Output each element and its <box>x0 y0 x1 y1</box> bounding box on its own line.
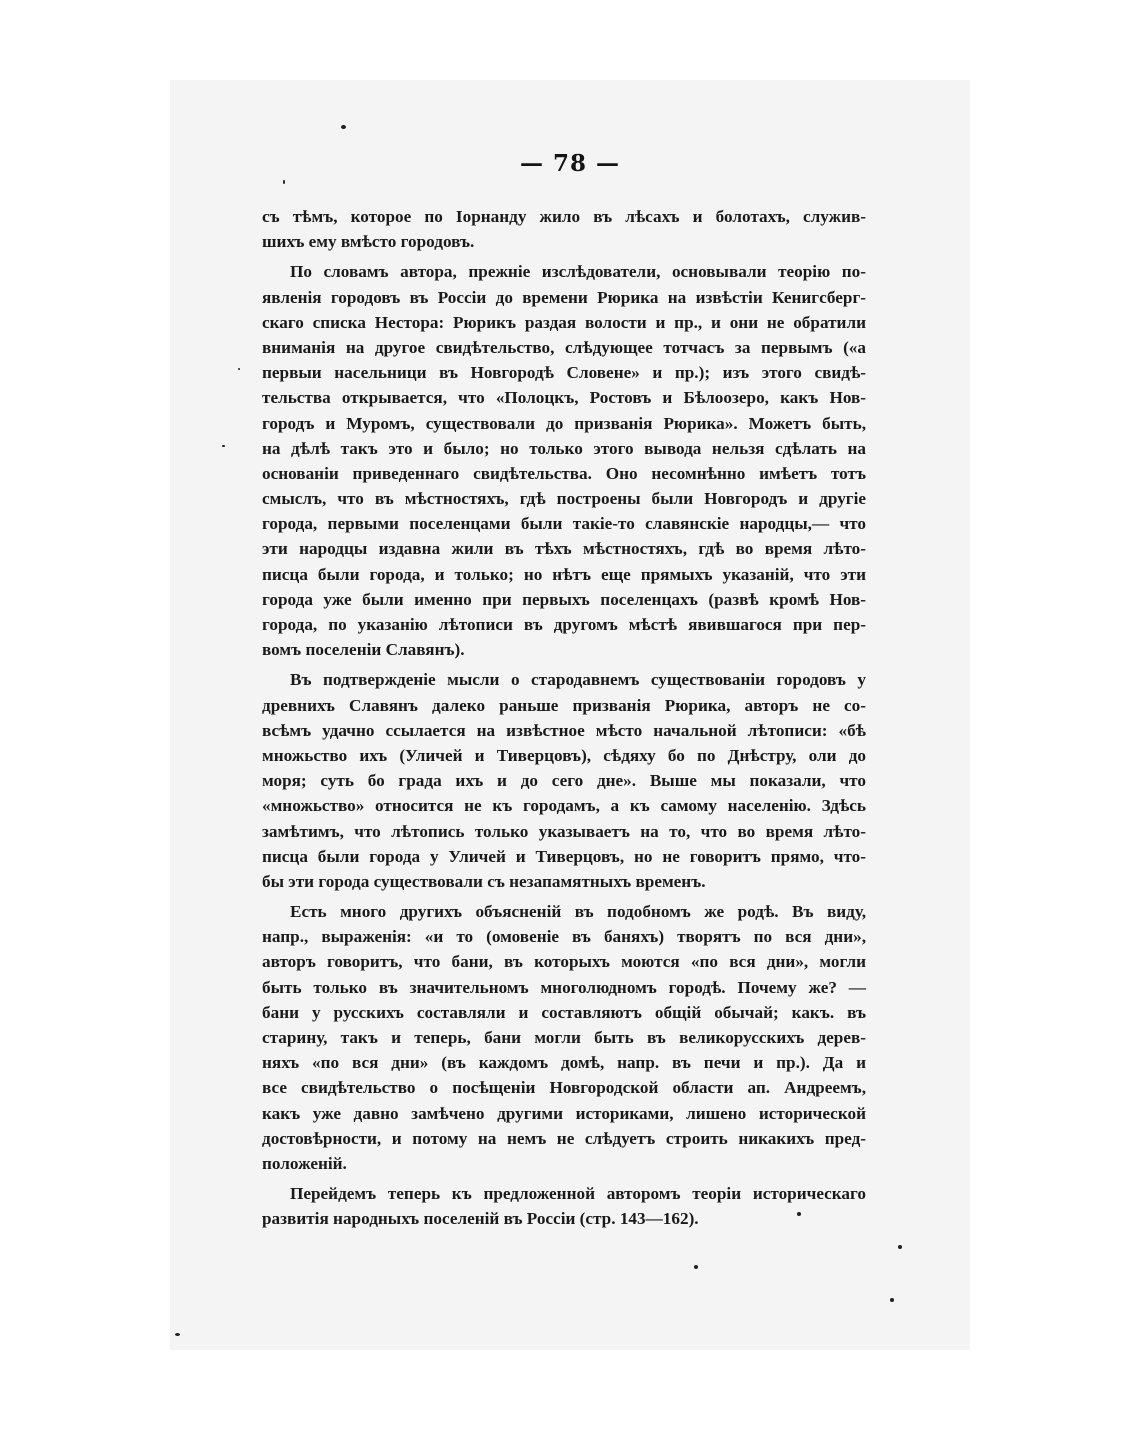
scan-speck <box>341 125 346 129</box>
text-line: Въ подтвержденіе мысли о стародавнемъ существованіи городовъ у <box>290 670 866 690</box>
text-line: вомъ поселеніи Славянъ). <box>262 640 465 660</box>
paragraph <box>262 1181 866 1231</box>
text-line: писца были города, и только; но нѣтъ еще прямыхъ указаній, что эти <box>262 564 866 584</box>
text-line: тельства открывается, что «Полоцкъ, Ростовъ и Бѣлоозеро, какъ Нов- <box>262 388 866 408</box>
body-text <box>262 204 866 1232</box>
text-line: городъ и Муромъ, существовали до призванія Рюрика». Можетъ быть, <box>262 413 866 433</box>
text-line: множьство ихъ (Уличей и Тиверцовъ), сѣдяху бо по Днѣстру, оли до <box>262 745 866 765</box>
page-number: — 78 — <box>519 150 621 177</box>
scan-speck <box>694 1265 698 1269</box>
paragraph <box>262 259 866 662</box>
text-line: положеній. <box>262 1153 347 1173</box>
text-line: «множьство» относится не къ городамъ, а къ самому населенію. Здѣсь <box>262 796 866 816</box>
text-line: скаго списка Нестора: Рюрикъ раздая волости и пр., и они не обратили <box>262 312 866 332</box>
text-line: вниманія на другое свидѣтельство, слѣдующее тотчасъ за первымъ («а <box>262 337 866 357</box>
text-line: какъ уже давно замѣчено другими историками, лишено исторической <box>262 1103 866 1123</box>
text-line: на дѣлѣ такъ это и было; но только этого вывода нельзя сдѣлать на <box>262 438 866 458</box>
text-line: города, по указанію лѣтописи въ другомъ мѣстѣ явившагося при пер- <box>262 615 866 634</box>
text-line: напр., выраженія: «и то (омовеніе въ баняхъ) творятъ по вся дни», <box>262 927 866 947</box>
text-line: писца были города у Уличей и Тиверцовъ, но не говоритъ прямо, что- <box>262 846 866 866</box>
scan-speck <box>283 180 285 184</box>
scan-speck <box>222 445 225 447</box>
scan-speck <box>898 1245 902 1249</box>
text-line: быть только въ значительномъ многолюдномъ городѣ. Почему же? — <box>262 977 866 997</box>
text-line: города, первыми поселенцами были такіе-то славянскіе народцы,— что <box>262 514 866 534</box>
text-line: старину, такъ и теперь, бани могли быть въ великорусскихъ дерев- <box>262 1028 866 1047</box>
text-line: смыслъ, что въ мѣстностяхъ, гдѣ построены были Новгородъ и другіе <box>262 489 866 509</box>
text-line: эти народцы издавна жили въ тѣхъ мѣстностяхъ, гдѣ во время лѣто- <box>262 539 866 559</box>
paragraph <box>262 667 866 894</box>
text-line: города уже были именно при первыхъ поселенцахъ (развѣ кромѣ Нов- <box>262 589 866 609</box>
text-line: Перейдемъ теперь къ предложенной авторомъ теоріи историческаго <box>290 1184 866 1204</box>
text-line: бы эти города существовали съ незапамятныхъ временъ. <box>262 871 706 891</box>
text-line: развитія народныхъ поселеній въ Россіи (стр. 143—162). <box>262 1209 699 1229</box>
text-line: Есть много другихъ объясненій въ подобномъ же родѣ. Въ виду, <box>290 902 866 922</box>
text-line: всѣмъ удачно ссылается на извѣстное мѣсто начальной лѣтописи: «бѣ <box>262 720 866 740</box>
paragraph <box>262 204 866 254</box>
text-line: явленія городовъ въ Россіи до времени Рюрика на извѣстіи Кенигсберг- <box>262 287 866 307</box>
scan-speck <box>175 1333 180 1336</box>
text-line: бани у русскихъ составляли и составляютъ общій обычай; какъ. въ <box>262 1002 866 1022</box>
text-line: первыи насельници въ Новгородѣ Словене» и пр.); изъ этого свидѣ- <box>262 363 866 383</box>
text-line: замѣтимъ, что лѣтопись только указываетъ на то, что во время лѣто- <box>262 821 866 841</box>
text-line: авторъ говоритъ, что бани, въ которыхъ моются «по вся дни», могли <box>262 952 866 972</box>
text-line: все свидѣтельство о посѣщеніи Новгородской области ап. Андреемъ, <box>262 1078 866 1098</box>
text-line: По словамъ автора, прежніе изслѣдователи, основывали теорію по- <box>290 262 866 282</box>
text-line: шихъ ему вмѣсто городовъ. <box>262 232 475 252</box>
scan-speck <box>890 1298 894 1302</box>
text-line: моря; суть бо града ихъ и до сего дне». Выше мы показали, что <box>262 771 866 791</box>
text-line: няхъ «по вся дни» (въ каждомъ домѣ, напр. въ печи и пр.). Да и <box>262 1053 866 1073</box>
text-line: съ тѣмъ, которое по Іорнанду жило въ лѣсахъ и болотахъ, служив- <box>262 207 866 226</box>
scan-speck <box>238 368 240 370</box>
text-line: древнихъ Славянъ далеко раньше призванія Рюрика, авторъ не со- <box>262 695 866 715</box>
paragraph <box>262 899 866 1176</box>
scan-speck <box>797 1212 801 1216</box>
text-line: достовѣрности, и потому на немъ не слѣдуетъ строить никакихъ пред- <box>262 1128 866 1148</box>
text-line: основаніи приведеннаго свидѣтельства. Оно несомнѣнно имѣетъ тотъ <box>262 463 866 483</box>
